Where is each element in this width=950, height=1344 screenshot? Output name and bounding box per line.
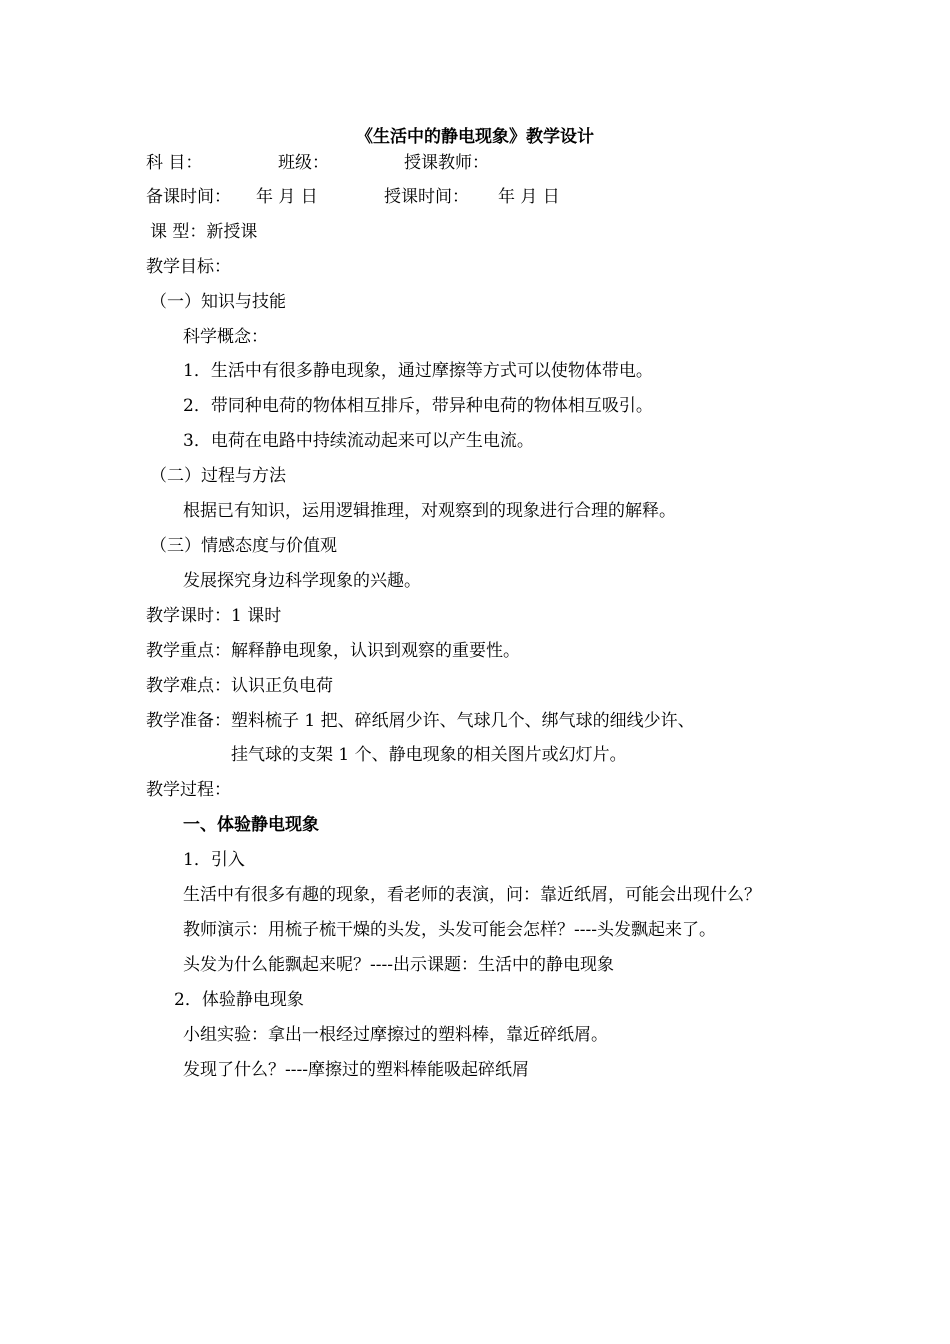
- knowledge-item-2: 2．带同种电荷的物体相互排斥，带异种电荷的物体相互吸引。: [183, 396, 653, 416]
- teacher-label: 授课教师：: [404, 153, 489, 173]
- knowledge-item-1: 1．生活中有很多静电现象，通过摩擦等方式可以使物体带电。: [183, 361, 653, 381]
- objectives-heading: 教学目标：: [146, 257, 231, 277]
- knowledge-item-3: 3．电荷在电路中持续流动起来可以产生电流。: [183, 431, 534, 451]
- attitude-text: 发展探究身边科学现象的兴趣。: [183, 571, 421, 591]
- key-point: 教学重点：解释静电现象，认识到观察的重要性。: [146, 641, 520, 661]
- step1-line-3: 头发为什么能飘起来呢？----出示课题：生活中的静电现象: [183, 955, 614, 975]
- difficulty: 教学难点：认识正负电荷: [146, 676, 333, 696]
- knowledge-heading: （一）知识与技能: [150, 292, 286, 312]
- step2-line-2: 发现了什么？----摩擦过的塑料棒能吸起碎纸屑: [183, 1060, 529, 1080]
- process-text: 根据已有知识，运用逻辑推理，对观察到的现象进行合理的解释。: [183, 501, 676, 521]
- prep-date: 年 月 日: [256, 187, 318, 207]
- class-label: 班级：: [278, 153, 329, 173]
- section1-heading: 一、体验静电现象: [183, 815, 319, 835]
- lesson-type: 课 型：新授课: [150, 222, 258, 242]
- attitude-heading: （三）情感态度与价值观: [150, 536, 337, 556]
- teach-time-label: 授课时间：: [384, 187, 469, 207]
- teaching-hours: 教学课时：1 课时: [146, 606, 282, 626]
- prep-time-label: 备课时间：: [146, 187, 231, 207]
- process-heading: （二）过程与方法: [150, 466, 286, 486]
- subject-label: 科 目：: [146, 153, 203, 173]
- step2-label: 2．体验静电现象: [174, 990, 304, 1010]
- step2-line-1: 小组实验：拿出一根经过摩擦过的塑料棒，靠近碎纸屑。: [183, 1025, 608, 1045]
- preparation-line-1: 教学准备：塑料梳子 1 把、碎纸屑少许、气球几个、绑气球的细线少许、: [146, 711, 695, 731]
- step1-label: 1．引入: [183, 850, 245, 870]
- teach-date: 年 月 日: [498, 187, 560, 207]
- preparation-line-2: 挂气球的支架 1 个、静电现象的相关图片或幻灯片。: [231, 745, 627, 765]
- step1-line-2: 教师演示：用梳子梳干燥的头发，头发可能会怎样？----头发飘起来了。: [183, 920, 716, 940]
- document-title: 《生活中的静电现象》教学设计: [356, 127, 594, 147]
- step1-line-1: 生活中有很多有趣的现象，看老师的表演，问：靠近纸屑，可能会出现什么？: [183, 885, 761, 905]
- concept-label: 科学概念：: [183, 327, 268, 347]
- process-section-heading: 教学过程：: [146, 780, 231, 800]
